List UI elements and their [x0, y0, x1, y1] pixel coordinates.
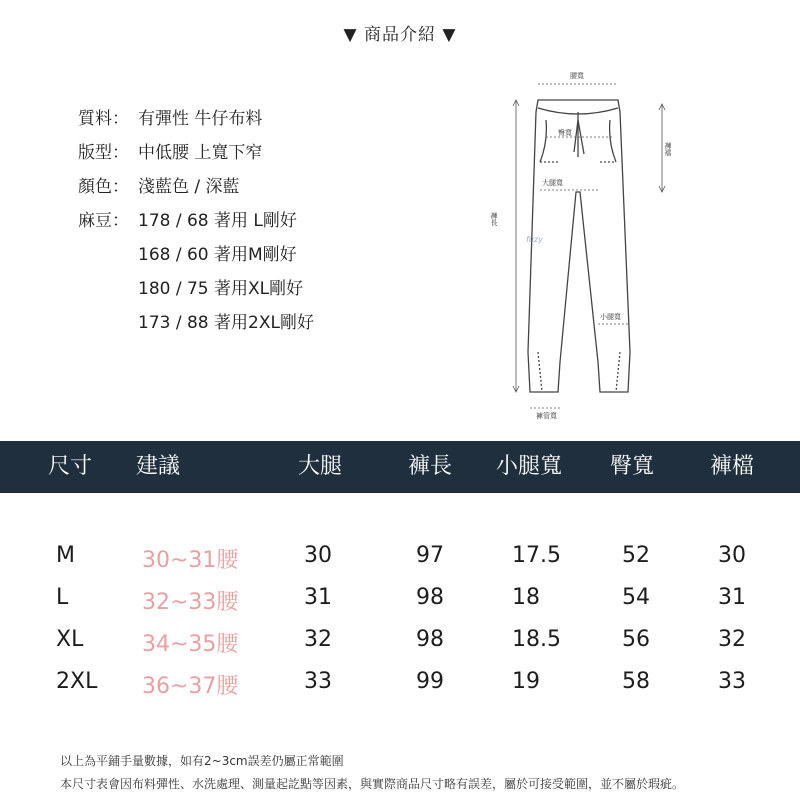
model-line: 168 / 60 著用M剛好	[138, 245, 297, 265]
header-rise: 褲檔	[710, 454, 755, 479]
length-cell: 99	[416, 669, 444, 694]
size-table-header-band	[0, 441, 800, 493]
measure-guides	[530, 84, 628, 408]
length-cell: 98	[416, 585, 444, 610]
rise-label: 褲襠	[664, 142, 672, 156]
spec-material	[78, 102, 314, 136]
calf-cell: 19	[512, 669, 540, 694]
size-cell: M	[56, 543, 75, 568]
hip-cell: 56	[622, 627, 650, 652]
length-cell: 97	[416, 543, 444, 568]
header-size: 尺寸	[48, 454, 93, 479]
model-line: 178 / 68 著用 L剛好	[138, 211, 297, 231]
rise-cell: 30	[718, 543, 746, 568]
hip-cell: 52	[622, 543, 650, 568]
page-title: ▼ 商品介紹 ▼	[343, 25, 457, 45]
header-suggestion: 建議	[136, 454, 181, 479]
thigh-cell: 33	[304, 669, 332, 694]
model-label: 麻豆：	[78, 211, 129, 231]
material-label: 質料：	[78, 109, 129, 129]
size-cell: L	[56, 585, 69, 610]
thigh-cell: 32	[304, 627, 332, 652]
header-calf: 小腿寬	[496, 454, 563, 479]
color-value: 淺藍色 / 深藍	[138, 177, 240, 197]
thigh-cell: 30	[304, 543, 332, 568]
fit-label: 版型：	[78, 143, 129, 163]
calf-cell: 18	[512, 585, 540, 610]
thigh-label: 大腿寬	[542, 179, 563, 187]
spec-fit	[78, 136, 314, 170]
length-cell: 98	[416, 627, 444, 652]
size-cell: 2XL	[56, 669, 98, 694]
rise-cell: 31	[718, 585, 746, 610]
waist-suggestion-cell: 36~37腰	[142, 674, 239, 699]
header-length: 褲長	[408, 454, 453, 479]
hem-label: 褲管寬	[536, 412, 557, 420]
header-hip: 臀寬	[610, 454, 655, 479]
note-disclaimer: 本尺寸表會因布料彈性、水洗處理、測量起訖點等因素，與實際商品尺寸略有誤差，屬於可接受範圍，並不屬於瑕疵。	[60, 777, 685, 791]
waist-suggestion-cell: 30~31腰	[142, 548, 239, 573]
waist-label: 腰寬	[570, 72, 584, 80]
hip-label: 臀寬	[558, 129, 572, 137]
calf-label: 小腿寬	[600, 313, 621, 321]
thigh-cell: 31	[304, 585, 332, 610]
spec-color	[78, 170, 314, 204]
waist-suggestion-cell: 34~35腰	[142, 632, 239, 657]
hip-cell: 58	[622, 669, 650, 694]
header-thigh: 大腿	[298, 454, 343, 479]
rise-cell: 32	[718, 627, 746, 652]
rise-cell: 33	[718, 669, 746, 694]
calf-cell: 18.5	[512, 627, 561, 652]
brand-watermark: fuzy	[526, 235, 543, 244]
product-specs	[78, 102, 314, 340]
fit-value: 中低腰 上寬下窄	[138, 143, 263, 163]
pants-measurement-diagram	[480, 62, 690, 432]
calf-cell: 17.5	[512, 543, 561, 568]
material-value: 有彈性 牛仔布料	[138, 109, 263, 129]
spec-model	[78, 204, 314, 238]
diagram-labels	[490, 71, 672, 420]
size-cell: XL	[56, 627, 84, 652]
color-label: 顏色：	[78, 177, 129, 197]
length-label: 褲長	[490, 212, 498, 226]
waist-suggestion-cell: 32~33腰	[142, 590, 239, 615]
hip-cell: 54	[622, 585, 650, 610]
model-line: 180 / 75 著用XL剛好	[138, 279, 304, 299]
pants-outline	[528, 100, 630, 392]
note-measurement: 以上為平鋪手量數據，如有2~3cm誤差仍屬正常範圍	[60, 754, 344, 768]
model-line: 173 / 88 著用2XL剛好	[138, 313, 314, 333]
measure-arrows	[513, 100, 665, 392]
